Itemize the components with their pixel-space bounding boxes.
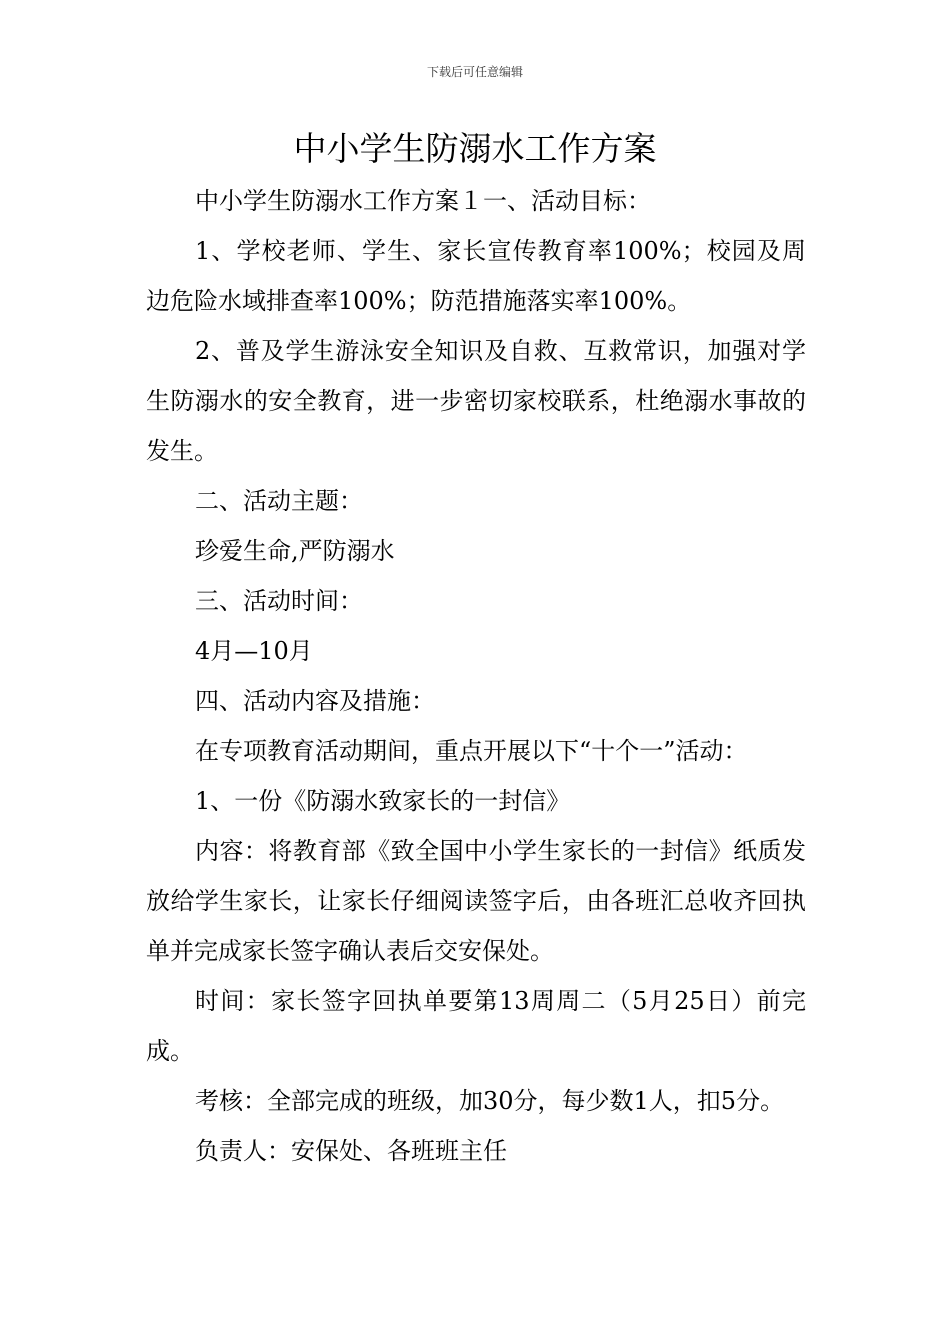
paragraph-theme: 珍爱生命,严防溺水 bbox=[195, 537, 395, 565]
paragraph-goal-1: 1、学校老师、学生、家长宣传教育率100%；校园及周边危险水域排查率100%；防范措施落实率100%。 bbox=[146, 237, 806, 315]
document-title: 中小学生防溺水工作方案 bbox=[293, 129, 657, 168]
page-header: 下载后可任意编辑 bbox=[426, 65, 523, 79]
paragraph-intro-goal: 中小学生防溺水工作方案１一、活动目标： bbox=[195, 187, 651, 215]
paragraph-measures-intro: 在专项教育活动期间，重点开展以下“十个一”活动： bbox=[195, 737, 748, 765]
paragraph-goal-2: 2、普及学生游泳安全知识及自救、互救常识，加强对学生防溺水的安全教育，进一步密切家校联系，杜绝溺水事故的发生。 bbox=[146, 337, 806, 465]
section-heading-measures: 四、活动内容及措施： bbox=[195, 687, 435, 715]
document-body bbox=[146, 176, 806, 1176]
paragraph-item-1: 1、一份《防溺水致家长的一封信》 bbox=[195, 787, 571, 815]
paragraph-time: 4月—10月 bbox=[195, 637, 313, 665]
section-heading-time: 三、活动时间： bbox=[195, 587, 363, 615]
paragraph-item-1-content: 内容：将教育部《致全国中小学生家长的一封信》纸质发放给学生家长，让家长仔细阅读签字后，由各班汇总收齐回执单并完成家长签字确认表后交安保处。 bbox=[146, 837, 806, 965]
paragraph-item-1-time: 时间：家长签字回执单要第13周周二（5月25日）前完成。 bbox=[146, 987, 806, 1065]
paragraph-item-1-owner: 负责人：安保处、各班班主任 bbox=[195, 1137, 507, 1165]
paragraph-item-1-assessment: 考核：全部完成的班级，加30分，每少数1人，扣5分。 bbox=[195, 1087, 785, 1115]
section-heading-theme: 二、活动主题： bbox=[195, 487, 363, 515]
